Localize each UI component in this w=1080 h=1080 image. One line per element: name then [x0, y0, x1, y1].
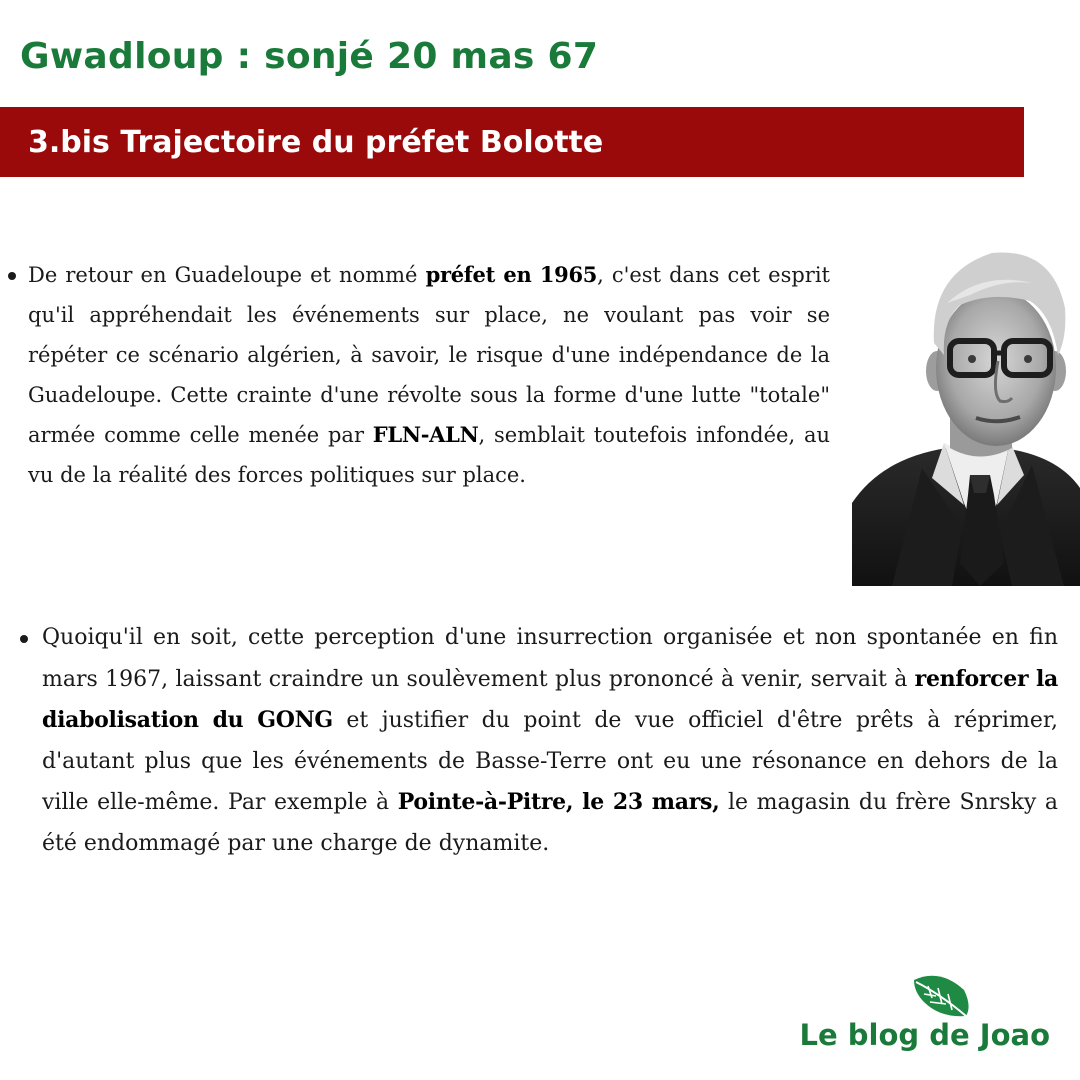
section-banner: [0, 107, 1024, 177]
bullet-dot: [8, 272, 16, 280]
paragraph-text: De retour en Guadeloupe et nommé: [28, 263, 426, 287]
page-title: Gwadloup : sonjé 20 mas 67: [20, 36, 599, 77]
highlight-fln-aln: FLN-ALN: [372, 422, 479, 447]
paragraph-prefet-1965: [28, 255, 830, 495]
paragraph-text: le magasin du frère Snrsky a été endommagé par une charge de dynamite.: [42, 790, 1058, 856]
highlight-gong: renforcer la diabolisation du GONG: [42, 665, 1058, 733]
blog-name: Le blog de Joao: [799, 1018, 1050, 1052]
paragraph-text: , semblait toutefois infondée, au vu de la réalité des forces politiques sur place.: [28, 423, 830, 487]
paragraph-text: et justifier du point de vue officiel d'être prêts à réprimer, d'autant plus que les événements de Basse-Terre ont eu une résonance en dehors de la ville elle-même. Par exemple à: [42, 708, 1058, 815]
portrait-photo: [852, 243, 1080, 586]
highlight-pointe-a-pitre: Pointe-à-Pitre, le 23 mars,: [397, 789, 720, 815]
paragraph-text: Quoiqu'il en soit, cette perception d'une insurrection organisée et non spontanée en fin mars 1967, laissant craindre un soulèvement plus prononcé à venir, servait à: [42, 625, 1058, 692]
bullet-dot: [20, 635, 28, 643]
leaf-icon: [910, 972, 972, 1020]
section-title: 3.bis Trajectoire du préfet Bolotte: [28, 124, 604, 160]
paragraph-text: , c'est dans cet esprit qu'il appréhendait les événements sur place, ne voulant pas voir se répéter ce scénario algérien, à savoir, le risque d'une indépendance de la Guadeloupe. Cette crainte d'une révolte sous la forme d'une lutte "totale" armée comme celle menée par: [28, 263, 830, 447]
paragraph-insurrection: [42, 618, 1058, 864]
highlight-prefet-1965: préfet en 1965: [425, 262, 598, 287]
